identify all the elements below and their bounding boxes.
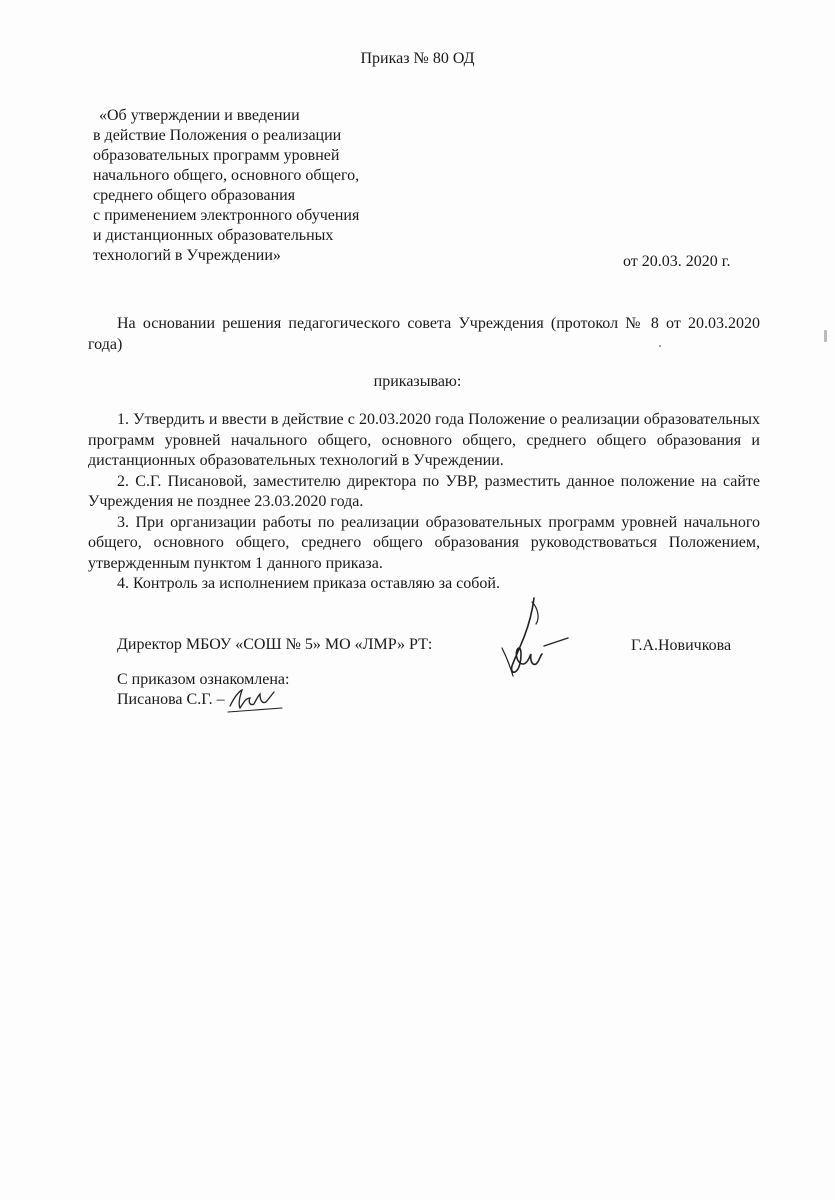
order-date: от 20.03. 2020 г. <box>623 253 731 270</box>
director-name: Г.А.Новичкова <box>631 637 732 654</box>
order-item-4: 4. Контроль за исполнением приказа оставляю за собой. <box>117 575 500 592</box>
acknowledgement-person: Писанова С.Г. – <box>117 691 225 708</box>
order-subject <box>93 106 423 266</box>
scan-speck <box>824 330 827 342</box>
acknowledgement-label: С приказом ознакомлена: <box>117 671 290 688</box>
order-items <box>88 410 760 595</box>
order-item-3: 3. При организации работы по реализации образовательных программ уровней начального общего, основного общего, среднего общего образования руководствоваться Положением, утвержденным пунктом 1 данного приказа. <box>88 513 760 572</box>
subject-line: «Об утверждении и введении <box>99 107 300 124</box>
order-item-1: 1. Утвердить и ввести в действие с 20.03.2020 года Положение о реализации образовательных программ уровней начального общего, основного общего, среднего общего образования и дистанционных образовательных технологий в Учреждении. <box>88 411 760 469</box>
subject-line: образовательных программ уровней <box>93 147 340 164</box>
subject-line: в действие Положения о реализации <box>93 127 342 144</box>
subject-line: с применением электронного обучения <box>93 207 360 224</box>
order-verb: приказываю: <box>373 373 462 390</box>
subject-line: технологий в Учреждении» <box>93 247 281 264</box>
order-basis: На основании решения педагогического совета Учреждения (протокол № 8 от 20.03.2020 года) <box>88 315 760 353</box>
subject-line: и дистанционных образовательных <box>93 227 334 244</box>
director-label: Директор МБОУ «СОШ № 5» МО «ЛМР» РТ: <box>117 636 433 653</box>
scan-speck <box>659 345 661 347</box>
order-title: Приказ № 80 ОД <box>360 50 475 67</box>
order-item-2: 2. С.Г. Писановой, заместителю директора по УВР, разместить данное положение на сайте Учреждения не позднее 23.03.2020 года. <box>88 472 760 510</box>
subject-line: начального общего, основного общего, <box>93 167 360 184</box>
subject-line: среднего общего образования <box>93 187 296 204</box>
acknowledgement-signature <box>226 686 286 716</box>
director-signature <box>492 594 572 684</box>
